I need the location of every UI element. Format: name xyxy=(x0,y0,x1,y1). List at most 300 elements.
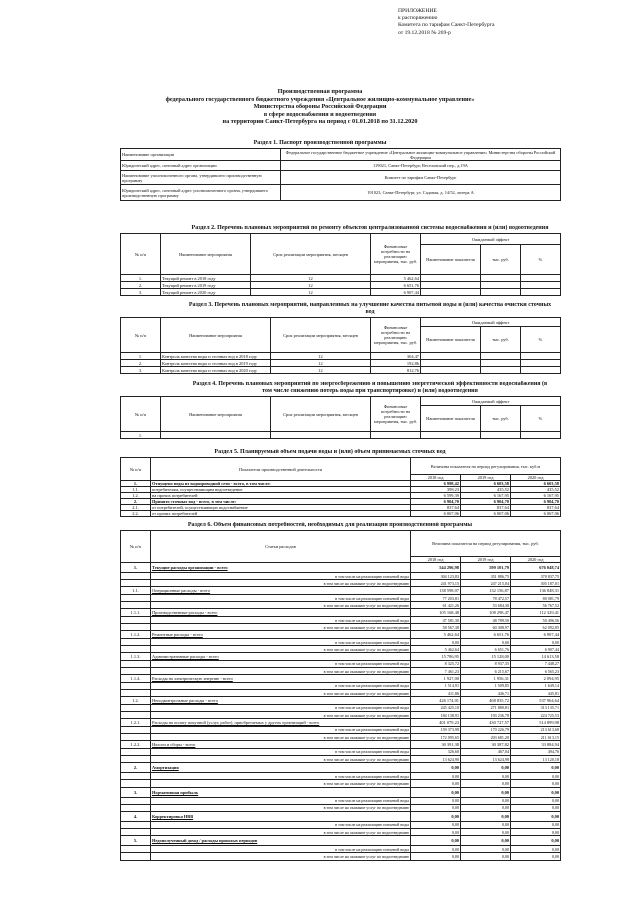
indicator-name: Принято сточных вод - всего, в том числе: xyxy=(151,499,411,505)
section-3-title: Раздел 3. Перечень плановых мероприятий, направленных на улучшение качества питьевой воды и (или) качества очистки сточных xyxy=(188,302,552,308)
table-row xyxy=(121,726,561,733)
expense-name: в том числе на реализацию питьевой воды xyxy=(151,821,411,828)
value-2020: 0,00 xyxy=(511,787,561,797)
event-name: Текущий ремонт в 2019 году xyxy=(161,282,251,289)
value-2018: 0,00 xyxy=(411,821,461,828)
table-row xyxy=(121,631,561,639)
expense-name: в том числе на реализацию питьевой воды xyxy=(151,616,411,623)
value-2018: 138 598,07 xyxy=(411,587,461,595)
value-2018: 15 786,95 xyxy=(411,653,461,661)
value-2019: 0,00 xyxy=(461,787,511,797)
row-number xyxy=(121,580,151,587)
value-2018: 5 462,64 xyxy=(411,646,461,653)
expense-name: в том числе на реализацию питьевой воды xyxy=(151,704,411,711)
effect-name xyxy=(421,282,481,289)
header-effect-percent: % xyxy=(521,245,561,275)
row-number xyxy=(121,726,151,733)
table-row xyxy=(121,787,561,797)
effect-percent xyxy=(521,353,561,360)
header-year: 2020 год xyxy=(511,557,561,563)
header-effect-value: тыс. руб. xyxy=(481,327,521,353)
value-2018: 426 174,01 xyxy=(411,697,461,705)
row-number xyxy=(121,682,151,689)
value-2018: 0,00 xyxy=(411,853,461,860)
value-2019: 0,00 xyxy=(461,846,511,853)
passport-key: Юридический адрес, почтовый адрес организации xyxy=(121,161,281,171)
value-2019: 6 651,76 xyxy=(461,631,511,639)
event-term: 12 xyxy=(251,289,371,296)
value-2018: 245 425,10 xyxy=(411,704,461,711)
row-number: 1.1. xyxy=(121,587,151,595)
table-row xyxy=(121,748,561,755)
effect-percent xyxy=(521,360,561,367)
table-row xyxy=(121,360,561,367)
value-2018: 47 581,30 xyxy=(411,616,461,623)
value-2019: 6 651,76 xyxy=(461,646,511,653)
table-row xyxy=(121,616,561,623)
expense-name: в том числе на оказание услуг по водоотведению xyxy=(151,646,411,653)
row-number xyxy=(121,690,151,697)
header-term: Срок реализации мероприятия, месяцев xyxy=(251,234,371,275)
value-2019: 8 937,35 xyxy=(461,660,511,667)
value-2019: 430 727,57 xyxy=(461,719,511,727)
header-year: 2020 год xyxy=(511,475,561,481)
header-effect: Ожидаемый эффект xyxy=(421,397,561,406)
approval-line: от 19.12.2018 № 269-р xyxy=(398,29,451,36)
effect-value xyxy=(481,289,521,296)
value-2020: 676 048,74 xyxy=(511,563,561,573)
table-row xyxy=(121,289,561,296)
indicator-name: Отпущено воды из водопроводной сети - всего, в том числе: xyxy=(151,481,411,487)
passport-value: 119021, Санкт-Петербург, Веселовский пер., д.19А xyxy=(281,161,561,171)
indicator-name: на прочих потребителей xyxy=(151,493,411,499)
table-row xyxy=(121,353,561,360)
row-number: 3. xyxy=(121,289,161,296)
value-2018: 5 462,64 xyxy=(411,631,461,639)
value-2018: 241 973,15 xyxy=(411,580,461,587)
value-2018: 0,00 xyxy=(411,829,461,836)
value-2020: 6 907,44 xyxy=(511,631,561,639)
effect-value xyxy=(481,275,521,282)
value-2020: 837,64 xyxy=(511,505,561,511)
table-row xyxy=(121,587,561,595)
row-number xyxy=(121,573,151,580)
row-number xyxy=(121,748,151,755)
event-finance: 6 651,76 xyxy=(371,282,421,289)
table-row xyxy=(121,171,561,185)
value-2020: 0,00 xyxy=(511,829,561,836)
event-finance: 6 907,44 xyxy=(371,289,421,296)
expense-name: в том числе на оказание услуг по водоотведению xyxy=(151,580,411,587)
row-number xyxy=(121,602,151,609)
section-4-title-cont: том числе снижению потерь воды при транспортировке) и (или) водоотведения xyxy=(262,388,478,394)
value-2019: 599 101,79 xyxy=(461,563,511,573)
expense-name: в том числе на реализацию питьевой воды xyxy=(151,682,411,689)
effect-name xyxy=(421,432,481,439)
volume-table xyxy=(120,457,561,517)
row-number xyxy=(121,853,151,860)
table-row xyxy=(121,697,561,705)
value-2019: 0,00 xyxy=(461,853,511,860)
row-number: 1.2. xyxy=(121,697,151,705)
row-number: 2. xyxy=(121,282,161,289)
row-number xyxy=(121,668,151,675)
value-2020: 6 907,44 xyxy=(511,646,561,653)
title-line: в сфере водоснабжения и водоотведения xyxy=(263,110,377,118)
event-name: Текущий ремонт в 2018 году xyxy=(161,275,251,282)
value-2018: 411,86 xyxy=(411,690,461,697)
value-2020: 33 884,94 xyxy=(511,741,561,749)
row-number xyxy=(121,712,151,719)
event-term xyxy=(271,432,371,439)
value-2019: 48 789,50 xyxy=(461,616,511,623)
row-number: 1. xyxy=(121,563,151,573)
row-number: 1. xyxy=(121,432,161,439)
value-2018: 77 203,81 xyxy=(411,594,461,601)
table-row xyxy=(121,682,561,689)
event-name: Текущий ремонт в 2020 году xyxy=(161,289,251,296)
value-2019: 0,00 xyxy=(461,821,511,828)
value-2019: 108 298,47 xyxy=(461,609,511,617)
expense-name: в том числе на реализацию питьевой воды xyxy=(151,797,411,804)
row-number xyxy=(121,804,151,811)
value-2018: 13 624,90 xyxy=(411,755,461,762)
value-2019: 30 387,82 xyxy=(461,741,511,749)
header-effect: Ожидаемый эффект xyxy=(421,318,561,327)
expense-name: в том числе на реализацию питьевой воды xyxy=(151,846,411,853)
section-3-title-cont: вод xyxy=(365,309,375,315)
value-2020: 0,00 xyxy=(511,804,561,811)
section-5-title: Раздел 5. Планируемый объем подачи воды и (или) объем принимаемых сточных вод xyxy=(214,449,446,455)
value-2020: 6 565,23 xyxy=(511,668,561,675)
table-row xyxy=(121,609,561,617)
expense-name: в том числе на реализацию питьевой воды xyxy=(151,726,411,733)
expense-name: Нормативная прибыль xyxy=(151,787,411,797)
passport-key: Наименование организации xyxy=(121,149,281,161)
table-row xyxy=(121,773,561,780)
expense-name: Корректировка НВВ xyxy=(151,811,411,821)
header-effect-name: Наименование показателя xyxy=(421,245,481,275)
expense-name: в том числе на оказание услуг по водоотведению xyxy=(151,804,411,811)
passport-value: Комитет по тарифам Санкт-Петербург xyxy=(281,171,561,185)
value-2019: 435,52 xyxy=(461,487,511,493)
header-year: 2019 год xyxy=(461,557,511,563)
header-num: № п/п xyxy=(121,397,161,432)
value-2020: 435,52 xyxy=(511,487,561,493)
value-2019: 271 880,81 xyxy=(461,704,511,711)
value-2019: 6 167,95 xyxy=(461,493,511,499)
value-2019: 78 472,57 xyxy=(461,594,511,601)
indicator-name: потребителям, осуществляющим водоотведение xyxy=(151,487,411,493)
row-number: 3. xyxy=(121,367,161,374)
passport-key: Юридический адрес, почтовый адрес уполномоченного органа, утвердившего производственную программу xyxy=(121,185,281,201)
value-2018: 172 095,65 xyxy=(411,733,461,740)
expense-name: Налоги и сборы - всего xyxy=(151,741,411,749)
table-row xyxy=(121,853,561,860)
value-2020: 537 964,64 xyxy=(511,697,561,705)
value-2019: 0,00 xyxy=(461,836,511,846)
table-row xyxy=(121,149,561,161)
row-number: 4. xyxy=(121,811,151,821)
value-2019: 60 308,97 xyxy=(461,624,511,631)
value-2019: 203 681,20 xyxy=(461,733,511,740)
header-effect-percent: % xyxy=(521,327,561,353)
table-row xyxy=(121,821,561,828)
value-2019: 53 684,30 xyxy=(461,602,511,609)
row-number: 2.1. xyxy=(121,505,151,511)
row-number xyxy=(121,660,151,667)
header-effect-percent: % xyxy=(521,406,561,432)
header-num: № п/п xyxy=(121,458,151,481)
event-term: 12 xyxy=(251,275,371,282)
value-2018: 0,00 xyxy=(411,763,461,773)
title-line: федерального государственного бюджетного учреждения «Центральное жилищно-коммунальное управление» xyxy=(165,95,475,103)
header-finance: Финансовые потребности на реализацию мероприятия, тыс. руб. xyxy=(371,234,421,275)
value-2019: 247 215,04 xyxy=(461,580,511,587)
approval-line: к распоряжению xyxy=(398,15,438,22)
row-number: 3. xyxy=(121,787,151,797)
effect-value xyxy=(481,353,521,360)
header-event: Наименование мероприятия xyxy=(161,234,251,275)
table-row xyxy=(121,846,561,853)
value-2020: 6 067,06 xyxy=(511,511,561,517)
event-name xyxy=(161,432,271,439)
table-row xyxy=(121,638,561,645)
value-2018: 6 998,42 xyxy=(411,481,461,487)
value-2019: 6 215,67 xyxy=(461,668,511,675)
value-2020: 305 187,01 xyxy=(511,580,561,587)
table-row xyxy=(121,690,561,697)
row-number: 1.1.4. xyxy=(121,675,151,683)
value-2020: 0,00 xyxy=(511,638,561,645)
header-num: № п/п xyxy=(121,531,151,563)
value-2019: 351 886,75 xyxy=(461,573,511,580)
effect-percent xyxy=(521,282,561,289)
row-number: 1. xyxy=(121,481,151,487)
expense-name: в том числе на оказание услуг по водоотведению xyxy=(151,624,411,631)
table-row xyxy=(121,780,561,787)
value-2019: 1 956,31 xyxy=(461,675,511,683)
value-2020: 0,00 xyxy=(511,780,561,787)
header-year: 2018 год xyxy=(411,475,461,481)
title-line: Министерства обороны Российской Федерации xyxy=(253,103,387,111)
value-2019: 837,64 xyxy=(461,505,511,511)
table-row xyxy=(121,829,561,836)
row-number xyxy=(121,594,151,601)
row-number: 1. xyxy=(121,275,161,282)
value-2020: 2 094,95 xyxy=(511,675,561,683)
value-2018: 159 373,98 xyxy=(411,726,461,733)
passport-value: Федеральное государственное бюджетное учреждение «Центральное жилищно-коммунальное управление» Министерства обороны Российской Федерации xyxy=(281,149,561,161)
expense-name: в том числе на оказание услуг по водоотведению xyxy=(151,668,411,675)
value-2020: 224 725,53 xyxy=(511,712,561,719)
header-period: Величина показателя на период регулирования, тыс. куб.м xyxy=(411,458,561,475)
quality-plan-table xyxy=(120,317,561,374)
header-term: Срок реализации мероприятия, месяцев xyxy=(271,397,371,432)
section-6-title: Раздел 6. Объем финансовых потребностей, необходимых для реализации производственной программы xyxy=(187,522,473,528)
row-number xyxy=(121,821,151,828)
section-1-title: Раздел 1. Паспорт производственной программы xyxy=(253,140,387,146)
value-2018: 0,00 xyxy=(411,846,461,853)
expense-name: в том числе на реализацию питьевой воды xyxy=(151,660,411,667)
row-number xyxy=(121,846,151,853)
section-2-title: Раздел 2. Перечень плановых мероприятий по ремонту объектов централизованной системы водоснабжения и (или) водоотведения xyxy=(191,225,549,231)
table-row xyxy=(121,161,561,171)
title-line: на территории Санкт-Петербурга на период с 01.01.2018 по 31.12.2020 xyxy=(222,118,418,126)
value-2018: 398,23 xyxy=(411,487,461,493)
value-2020: 62 092,85 xyxy=(511,624,561,631)
value-2019: 15 128,00 xyxy=(461,653,511,661)
value-2020: 1 649,14 xyxy=(511,682,561,689)
value-2020: 211 613,15 xyxy=(511,733,561,740)
value-2020: 6 167,95 xyxy=(511,493,561,499)
header-effect-name: Наименование показателя xyxy=(421,327,481,353)
value-2019: 193 236,78 xyxy=(461,712,511,719)
value-2020: 0,00 xyxy=(511,821,561,828)
effect-value xyxy=(481,432,521,439)
passport-value: 191023, Санкт-Петербург, ул. Садовая, д. 14/52, литера А xyxy=(281,185,561,201)
row-number: 1.1.1. xyxy=(121,609,151,617)
value-2018: 6 599,39 xyxy=(411,493,461,499)
expense-name: в том числе на реализацию питьевой воды xyxy=(151,594,411,601)
expense-name: в том числе на оказание услуг по водоотведению xyxy=(151,733,411,740)
row-number xyxy=(121,733,151,740)
table-row xyxy=(121,797,561,804)
value-2018: 30 391,38 xyxy=(411,741,461,749)
header-finance: Финансовые потребности на реализацию мероприятия, тыс. руб. xyxy=(371,318,421,353)
value-2019: 0,00 xyxy=(461,811,511,821)
value-2020: 56 767,52 xyxy=(511,602,561,609)
row-number: 1.1. xyxy=(121,487,151,493)
value-2018: 304 123,83 xyxy=(411,573,461,580)
value-2019: 446,71 xyxy=(461,690,511,697)
header-year: 2019 год xyxy=(461,475,511,481)
effect-name xyxy=(421,367,481,374)
approval-line: ПРИЛОЖЕНИЕ xyxy=(398,8,437,14)
value-2019: 0,00 xyxy=(461,804,511,811)
event-name: Контроль качества воды и сточных вод в 2018 году xyxy=(161,353,271,360)
value-2018: 58 567,38 xyxy=(411,624,461,631)
value-2020: 112 329,41 xyxy=(511,609,561,617)
expense-name: Текущие расходы организации - всего xyxy=(151,563,411,573)
value-2019: 0,00 xyxy=(461,763,511,773)
row-number xyxy=(121,704,151,711)
row-number xyxy=(121,773,151,780)
effect-value xyxy=(481,360,521,367)
value-2020: 0,00 xyxy=(511,811,561,821)
expense-name: в том числе на оказание услуг по водоотведению xyxy=(151,853,411,860)
value-2018: 0,00 xyxy=(411,836,461,846)
row-number xyxy=(121,755,151,762)
value-2018: 837,64 xyxy=(411,505,461,511)
expense-name: Недополученный доход / расходы прошлых периодов xyxy=(151,836,411,846)
table-row xyxy=(121,602,561,609)
value-2019: 0,00 xyxy=(461,638,511,645)
value-2020: 6 603,58 xyxy=(511,481,561,487)
finance-table xyxy=(120,530,561,861)
table-row xyxy=(121,704,561,711)
event-term: 12 xyxy=(251,282,371,289)
row-number xyxy=(121,797,151,804)
indicator-name: от прочих потребителей xyxy=(151,511,411,517)
header-indicator: Показатели производственной деятельности xyxy=(151,458,411,481)
header-finance: Финансовые потребности на реализацию мероприятия, тыс. руб. xyxy=(371,397,421,432)
header-expense: Статьи расходов xyxy=(151,531,411,563)
effect-name xyxy=(421,275,481,282)
table-row xyxy=(121,811,561,821)
event-term: 12 xyxy=(271,353,371,360)
event-term: 12 xyxy=(271,367,371,374)
header-event: Наименование мероприятия xyxy=(161,318,271,353)
value-2018: 61 421,26 xyxy=(411,602,461,609)
table-row xyxy=(121,282,561,289)
value-2018: 0,00 xyxy=(411,780,461,787)
row-number: 1. xyxy=(121,353,161,360)
value-2019: 6 067,06 xyxy=(461,511,511,517)
row-number xyxy=(121,646,151,653)
effect-value xyxy=(481,367,521,374)
row-number xyxy=(121,829,151,836)
value-2020: 0,00 xyxy=(511,853,561,860)
expense-name: в том числе на реализацию питьевой воды xyxy=(151,773,411,780)
value-2018: 401 079,23 xyxy=(411,719,461,727)
expense-name: в том числе на оказание услуг по водоотведению xyxy=(151,780,411,787)
row-number: 2. xyxy=(121,360,161,367)
table-row xyxy=(121,624,561,631)
expense-name: Производственные расходы - всего xyxy=(151,609,411,617)
value-2018: 0,00 xyxy=(411,797,461,804)
table-row xyxy=(121,733,561,740)
value-2018: 326,60 xyxy=(411,748,461,755)
table-row xyxy=(121,594,561,601)
value-2019: 132 156,87 xyxy=(461,587,511,595)
value-2020: 213 613,68 xyxy=(511,726,561,733)
value-2019: 6 904,70 xyxy=(461,499,511,505)
expense-name: в том числе на оказание услуг по водоотведению xyxy=(151,602,411,609)
header-num: № п/п xyxy=(121,318,161,353)
value-2019: 0,00 xyxy=(461,773,511,780)
table-row xyxy=(121,660,561,667)
value-2019: 467,04 xyxy=(461,748,511,755)
value-2020: 514 899,98 xyxy=(511,719,561,727)
table-row xyxy=(121,580,561,587)
value-2020: 494,76 xyxy=(511,748,561,755)
value-2018: 0,00 xyxy=(411,787,461,797)
table-row xyxy=(121,719,561,727)
header-effect: Ожидаемый эффект xyxy=(421,234,561,245)
row-number: 2. xyxy=(121,499,151,505)
expense-name: Расходы на электрическую энергию - всего xyxy=(151,675,411,683)
passport-key: Наименование уполномоченного органа, утвердившего производственную программу xyxy=(121,171,281,185)
row-number: 1.1.3. xyxy=(121,653,151,661)
event-name: Контроль качества воды и сточных вод в 2020 году xyxy=(161,367,271,374)
table-row xyxy=(121,653,561,661)
header-effect-value: тыс. руб. xyxy=(481,245,521,275)
approval-line: Комитета по тарифам Санкт-Петербурга xyxy=(398,22,495,29)
passport-table xyxy=(120,148,561,201)
expense-name: Ремонтные расходы - всего xyxy=(151,631,411,639)
value-2020: 13 120,18 xyxy=(511,755,561,762)
value-2018: 0,00 xyxy=(411,773,461,780)
value-2019: 170 226,79 xyxy=(461,726,511,733)
value-2018: 1 514,91 xyxy=(411,682,461,689)
table-row xyxy=(121,563,561,573)
header-effect-name: Наименование показателя xyxy=(421,406,481,432)
header-num: № п/п xyxy=(121,234,161,275)
expense-name: в том числе на оказание услуг по водоотведению xyxy=(151,712,411,719)
expense-name: в том числе на реализацию питьевой воды xyxy=(151,573,411,580)
row-number: 1.2.2. xyxy=(121,741,151,749)
